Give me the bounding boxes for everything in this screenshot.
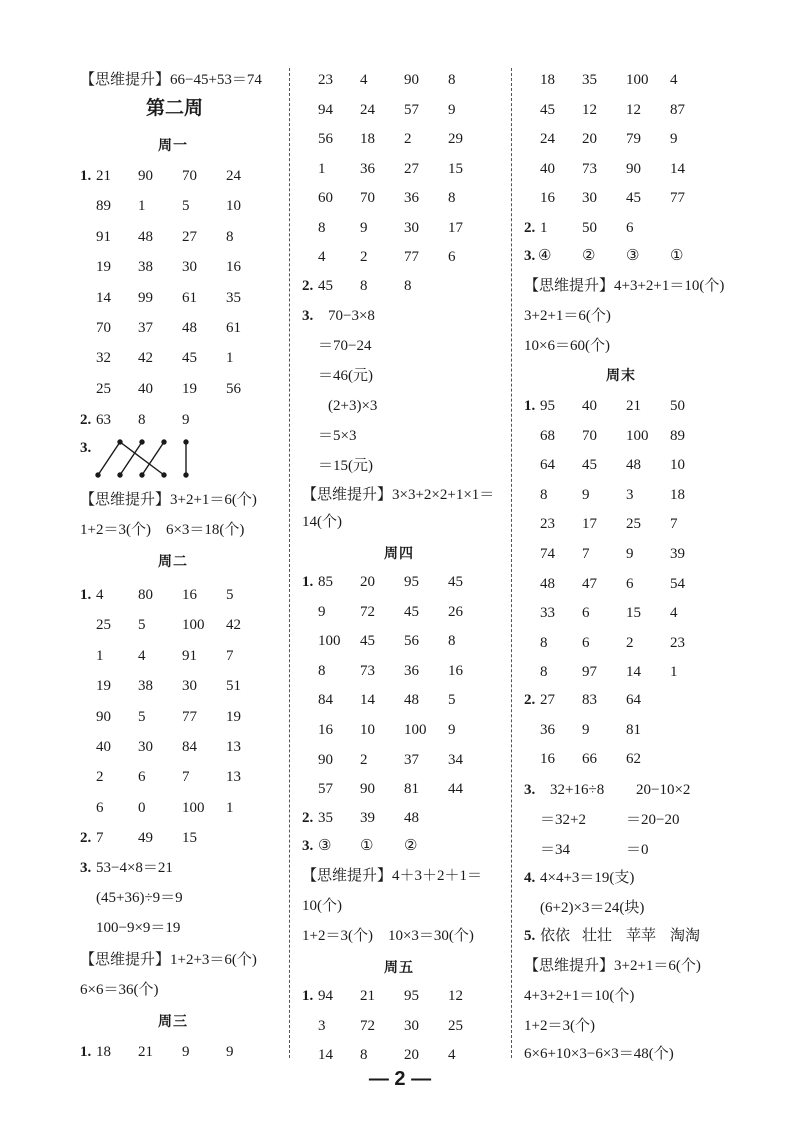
grid-cell: 99 [138, 289, 153, 306]
grid-cell: 91 [182, 647, 197, 664]
grid-cell: 48 [138, 228, 153, 245]
grid-cell: 35 [226, 289, 241, 306]
grid-cell: 45 [404, 603, 419, 620]
grid-cell: 64 [626, 692, 641, 708]
grid-cell: 25 [626, 516, 641, 533]
grid-cell: 7 [182, 769, 190, 786]
grid-cell: 70 [360, 190, 375, 206]
grid-cell: 95 [404, 988, 419, 1004]
grid-cell: 25 [96, 380, 111, 397]
grid-cell: 8 [318, 662, 326, 679]
grid-cell: 17 [582, 516, 597, 533]
wed-q3-line4: (2+3)×3 [328, 398, 378, 414]
grid-cell: 9 [360, 219, 368, 236]
grid-cell: 6 [582, 634, 590, 651]
grid-cell: 1 [96, 647, 104, 664]
heading-mon: 周一 [158, 138, 188, 154]
grid-cell: 6 [138, 769, 146, 786]
grid-cell: 6 [96, 799, 104, 816]
column-divider-1 [289, 68, 290, 1058]
grid-cell: 40 [96, 739, 111, 755]
grid-cell: 61 [182, 289, 197, 306]
grid-cell: 17 [448, 219, 463, 236]
grid-cell: 16 [318, 722, 333, 738]
grid-cell: 79 [626, 131, 641, 147]
grid-cell: 84 [318, 692, 333, 709]
grid-cell: 36 [540, 721, 555, 738]
grid-cell: 7 [582, 546, 590, 562]
grid-cell: 91 [96, 228, 111, 245]
grid-cell: 56 [318, 131, 333, 147]
grid-cell: 5 [138, 617, 146, 634]
grid-cell: 45 [626, 190, 641, 206]
grid-cell: 20 [404, 1047, 419, 1063]
grid-cell: 100 [626, 427, 649, 444]
grid-cell: 83 [582, 692, 597, 708]
grid-cell: 89 [96, 198, 111, 215]
grid-cell: 14 [626, 664, 641, 681]
grid-cell: 36 [360, 160, 375, 177]
answer-page: 【思维提升】66−45+53＝74 第二周 周一 1. 21 90 70 24 89 1 5 10 91 48 27 8 19 38 30 16 14 99 61 35 70 37 48 61 32 42 45 1 25 40 19 56 2. 63 8 9 3. 【思维提升】3+2+1＝6(个) 1+2＝3(个) 6×3＝18(个) 周二 1. 4 80 16 5 25 5 100 42 1 4 91 7 19 38 30 51 90 5 77 19 40 30 84 13 2 6 7 13 6 0 100 1 2. 7 49 15 3. 53−4×8＝21 (45+36)÷9＝9 100−9×9＝19 【思维提升】1+2+3＝6(个) 6×6＝36(个) 周三 1. 18 21 9 9 23 4 90 8 94 24 57 9 56 18 2 29 1 36 27 15 60 70 36 8 8 9 30 17 4 2 77 6 2. 45 8 8 3. 70−3×8 ＝70−24 ＝46(元) (2+3)×3 ＝5×3 ＝15(元) 【思维提升】3×3+2×2+1×1＝ 14(个) 周四 1. 85 20 95 45 9 72 45 26 100 45 56 8 8 73 36 16 84 14 48 5 16 10 100 9 90 2 37 34 57 90 81 44 2. 35 39 48 3. ③ ① ② 【思维提升】4＋3＋2＋1＝ 10(个) 1+2＝3(个) 10×3＝30(个) 周五 1. 94 21 95 12 3 72 30 25 14 8 20 4 18 35 100 4 45 12 12 87 24 20 79 9 40 73 90 14 16 30 45 77 2. 1 50 6 3. ④ ② ③ ① 【思维提升】4+3+2+1＝10(个) 3+2+1＝6(个) 10×6＝60(个) 周末 1. 95 40 21 50 68 70 100 89 64 45 48 10 8 9 3 18 23 17 25 7 74 7 9 39 48 47 6 54 33 6 15 4 8 6 2 23 8 97 14 1 2. 27 83 64 36 9 81 16 66 62 3. 32+16÷8 20−10×2 ＝32+2 ＝20−20 ＝34 ＝0 4. 4×4+3＝19(支) (6+2)×3＝24(块) 5. 依依 壮壮 苹苹 淘淘 【思维提升】3+2+1＝6(个) 4+3+2+1＝10(个) 1+2＝3(个) 6×6+10×3−6×3＝48(个) — 2 — [0, 0, 800, 1144]
grid-cell: 90 [626, 160, 641, 177]
grid-cell: 64 [540, 457, 555, 474]
weekend-q4-line2: (6+2)×3＝24(块) [540, 900, 645, 916]
grid-cell: 19 [226, 708, 241, 725]
grid-cell: 90 [318, 751, 333, 768]
grid-cell: 5 [182, 198, 190, 215]
grid-cell: 48 [182, 320, 197, 336]
grid-cell: 9 [448, 722, 456, 738]
grid-cell: 4 [138, 647, 146, 664]
grid-cell: 23 [540, 516, 555, 533]
grid-cell: 68 [540, 427, 555, 444]
grid-cell: 50 [670, 398, 685, 414]
grid-cell: 57 [404, 101, 419, 118]
grid-cell: 9 [582, 486, 590, 503]
thu-tip-2: 10(个) [302, 898, 342, 914]
grid-cell: 16 [226, 259, 241, 276]
grid-cell: 27 [182, 228, 197, 245]
grid-cell: 94 [318, 988, 333, 1004]
thu-tip-3: 1+2＝3(个) 10×3＝30(个) [302, 928, 474, 944]
grid-cell: 81 [626, 721, 641, 738]
grid-cell: 60 [318, 190, 333, 206]
wed-tip-1: 【思维提升】3×3+2×2+1×1＝ [302, 487, 495, 503]
grid-cell: 18 [360, 131, 375, 147]
grid-cell: 8 [360, 1047, 368, 1063]
grid-cell: 9 [626, 546, 634, 562]
grid-cell: 80 [138, 587, 153, 603]
grid-cell: 62 [626, 751, 641, 767]
weekend-tip-2: 4+3+2+1＝10(个) [524, 988, 635, 1004]
grid-cell: 40 [582, 398, 597, 414]
grid-cell: 8 [318, 219, 326, 236]
grid-cell: 5 [138, 708, 146, 725]
tue-tip-2: 6×6＝36(个) [80, 982, 159, 998]
grid-cell: 25 [448, 1017, 463, 1034]
fri-tip-2: 3+2+1＝6(个) [524, 308, 611, 324]
grid-cell: 61 [226, 320, 241, 336]
grid-cell: 4 [360, 72, 368, 88]
grid-cell: 45 [182, 350, 197, 367]
grid-cell: 3 [318, 1017, 326, 1034]
grid-cell: 1 [226, 350, 234, 367]
grid-cell: 73 [360, 662, 375, 679]
grid-cell: 42 [138, 350, 153, 367]
grid-cell: 97 [582, 664, 597, 681]
grid-cell: 5 [448, 692, 456, 709]
grid-cell: 30 [182, 259, 197, 276]
grid-cell: 1 [670, 664, 678, 681]
column-divider-2 [511, 68, 512, 1058]
heading-thu: 周四 [384, 546, 414, 562]
grid-cell: 10 [226, 198, 241, 215]
grid-cell: 7 [226, 647, 234, 664]
grid-cell: 77 [182, 708, 197, 725]
grid-cell: 32 [96, 350, 111, 367]
grid-cell: 48 [404, 692, 419, 709]
grid-cell: 29 [448, 131, 463, 147]
grid-cell: 12 [626, 101, 641, 118]
grid-cell: 14 [318, 1047, 333, 1063]
grid-cell: 9 [670, 131, 678, 147]
grid-cell: 12 [448, 988, 463, 1004]
grid-cell: 14 [96, 289, 111, 306]
grid-cell: 56 [404, 633, 419, 650]
grid-cell: 3 [626, 486, 634, 503]
grid-cell: 4 [96, 587, 104, 603]
grid-cell: 9 [582, 721, 590, 738]
grid-cell: 72 [360, 1017, 375, 1034]
grid-cell: 26 [448, 603, 463, 620]
grid-cell: 70 [96, 320, 111, 336]
grid-cell: 8 [540, 634, 548, 651]
grid-cell: 6 [582, 605, 590, 622]
grid-cell: 85 [318, 574, 333, 590]
grid-cell: 8 [448, 72, 456, 88]
grid-cell: 100 [626, 72, 649, 88]
grid-cell: 19 [96, 678, 111, 695]
grid-cell: 77 [404, 249, 419, 265]
grid-cell: 2 [626, 634, 634, 651]
tue-tip-1: 【思维提升】1+2+3＝6(个) [80, 952, 257, 968]
grid-cell: 18 [670, 486, 685, 503]
grid-cell: 1 [318, 160, 326, 177]
grid-cell: 30 [182, 678, 197, 695]
grid-cell: 70 [182, 168, 197, 184]
grid-cell: 4 [670, 72, 678, 88]
grid-cell: 66 [582, 751, 597, 767]
tue-q3-line2: (45+36)÷9＝9 [96, 890, 183, 906]
grid-cell: 2 [96, 769, 104, 786]
top-tip: 【思维提升】66−45+53＝74 [80, 72, 262, 88]
grid-cell: 30 [582, 190, 597, 206]
heading-wed: 周三 [158, 1014, 188, 1030]
grid-cell: 6 [626, 575, 634, 592]
grid-cell: 15 [626, 605, 641, 622]
grid-cell: 4 [318, 249, 326, 265]
grid-cell: 40 [138, 380, 153, 397]
grid-cell: 70 [582, 427, 597, 444]
wed-tip-2: 14(个) [302, 514, 342, 530]
grid-cell: 100 [404, 722, 427, 738]
heading-weekend: 周末 [606, 368, 636, 384]
weekend-tip-4: 6×6+10×3−6×3＝48(个) [524, 1046, 674, 1062]
grid-cell: 8 [540, 486, 548, 503]
grid-cell: 87 [670, 101, 685, 118]
grid-cell: 36 [404, 190, 419, 206]
grid-cell: 90 [360, 781, 375, 798]
heading-tue: 周二 [158, 554, 188, 570]
grid-cell: 37 [404, 751, 419, 768]
grid-cell: 35 [582, 72, 597, 88]
grid-cell: 45 [360, 633, 375, 650]
grid-cell: 48 [626, 457, 641, 474]
grid-cell: 12 [582, 101, 597, 118]
grid-cell: 100 [182, 799, 205, 816]
grid-cell: 100 [318, 633, 341, 650]
grid-cell: 5 [226, 587, 234, 603]
grid-cell: 90 [404, 72, 419, 88]
wed-q3-line2: ＝70−24 [318, 338, 372, 354]
grid-cell: 84 [182, 739, 197, 755]
grid-cell: 24 [540, 131, 555, 147]
grid-cell: 42 [226, 617, 241, 634]
grid-cell: 48 [540, 575, 555, 592]
grid-cell: 1 [226, 799, 234, 816]
week-title: 第二周 [146, 97, 204, 119]
grid-cell: 30 [404, 219, 419, 236]
grid-cell: 16 [540, 190, 555, 206]
grid-cell: 8 [448, 190, 456, 206]
grid-cell: 25 [96, 617, 111, 634]
grid-cell: 10 [670, 457, 685, 474]
grid-cell: 9 [448, 101, 456, 118]
grid-cell: 6 [448, 249, 456, 265]
grid-cell: 90 [96, 708, 111, 725]
grid-cell: 57 [318, 781, 333, 798]
grid-cell: 30 [138, 739, 153, 755]
grid-cell: 37 [138, 320, 153, 336]
grid-cell: 24 [226, 168, 241, 184]
wed-q3-line5: ＝5×3 [318, 428, 357, 444]
grid-cell: 8 [540, 664, 548, 681]
grid-cell: 4 [670, 605, 678, 622]
grid-cell: 33 [540, 605, 555, 622]
grid-cell: 18 [540, 72, 555, 88]
grid-cell: 45 [582, 457, 597, 474]
grid-cell: 95 [404, 574, 419, 590]
grid-cell: 8 [226, 228, 234, 245]
grid-cell: 15 [448, 160, 463, 177]
fri-tip-3: 10×6＝60(个) [524, 338, 610, 354]
grid-cell: 4 [448, 1047, 456, 1063]
grid-cell: 14 [670, 160, 685, 177]
grid-cell: 38 [138, 678, 153, 695]
grid-cell: 19 [182, 380, 197, 397]
grid-cell: 36 [404, 662, 419, 679]
grid-cell: 8 [448, 633, 456, 650]
grid-cell: 94 [318, 101, 333, 118]
grid-cell: 7 [670, 516, 678, 533]
grid-cell: 38 [138, 259, 153, 276]
grid-cell: 23 [670, 634, 685, 651]
grid-cell: 45 [540, 101, 555, 118]
grid-cell: 16 [540, 751, 555, 767]
wed-q3-line3: ＝46(元) [318, 368, 373, 384]
grid-cell: 47 [582, 575, 597, 592]
mon-tip-2: 1+2＝3(个) 6×3＝18(个) [80, 522, 245, 538]
grid-cell: 2 [360, 249, 368, 265]
grid-cell: 77 [670, 190, 685, 206]
grid-cell: 90 [138, 168, 153, 184]
grid-cell: 13 [226, 739, 241, 755]
grid-cell: 27 [404, 160, 419, 177]
grid-cell: 44 [448, 781, 463, 798]
grid-cell: 13 [226, 769, 241, 786]
wed-q3-line6: ＝15(元) [318, 458, 373, 474]
grid-cell: 1 [138, 198, 146, 215]
grid-cell: 21 [626, 398, 641, 414]
grid-cell: 21 [96, 168, 111, 184]
grid-cell: 56 [226, 380, 241, 397]
grid-cell: 16 [448, 662, 463, 679]
grid-cell: 20 [582, 131, 597, 147]
grid-cell: 23 [318, 72, 333, 88]
grid-cell: 2 [360, 751, 368, 768]
grid-cell: 45 [448, 574, 463, 590]
grid-cell: 39 [670, 546, 685, 562]
grid-cell: 19 [96, 259, 111, 276]
fri-tip-1: 【思维提升】4+3+2+1＝10(个) [524, 278, 725, 294]
grid-cell: 9 [318, 603, 326, 620]
grid-cell: 2 [404, 131, 412, 147]
weekend-tip-3: 1+2＝3(个) [524, 1018, 595, 1034]
weekend-tip-1: 【思维提升】3+2+1＝6(个) [524, 958, 701, 974]
grid-cell: 100 [182, 617, 205, 634]
grid-cell: 20 [360, 574, 375, 590]
grid-cell: 14 [360, 692, 375, 709]
mon-tip-1: 【思维提升】3+2+1＝6(个) [80, 492, 257, 508]
grid-cell: 21 [360, 988, 375, 1004]
grid-cell: 81 [404, 781, 419, 798]
grid-cell: 27 [540, 692, 555, 708]
grid-cell: 74 [540, 546, 555, 562]
page-number: — 2 — [368, 1068, 432, 1090]
grid-cell: 34 [448, 751, 463, 768]
grid-cell: 51 [226, 678, 241, 695]
matching-lines-diagram [98, 438, 190, 480]
grid-cell: 30 [404, 1017, 419, 1034]
grid-cell: 24 [360, 101, 375, 118]
grid-cell: 54 [670, 575, 685, 592]
grid-cell: 0 [138, 799, 146, 816]
grid-cell: 95 [540, 398, 555, 414]
grid-cell: 10 [360, 722, 375, 738]
tue-q3-line3: 100−9×9＝19 [96, 920, 181, 936]
heading-fri: 周五 [384, 960, 414, 976]
grid-cell: 89 [670, 427, 685, 444]
grid-cell: 40 [540, 160, 555, 177]
grid-cell: 16 [182, 587, 197, 603]
grid-cell: 73 [582, 160, 597, 177]
grid-cell: 72 [360, 603, 375, 620]
thu-tip-1: 【思维提升】4＋3＋2＋1＝ [302, 868, 483, 884]
